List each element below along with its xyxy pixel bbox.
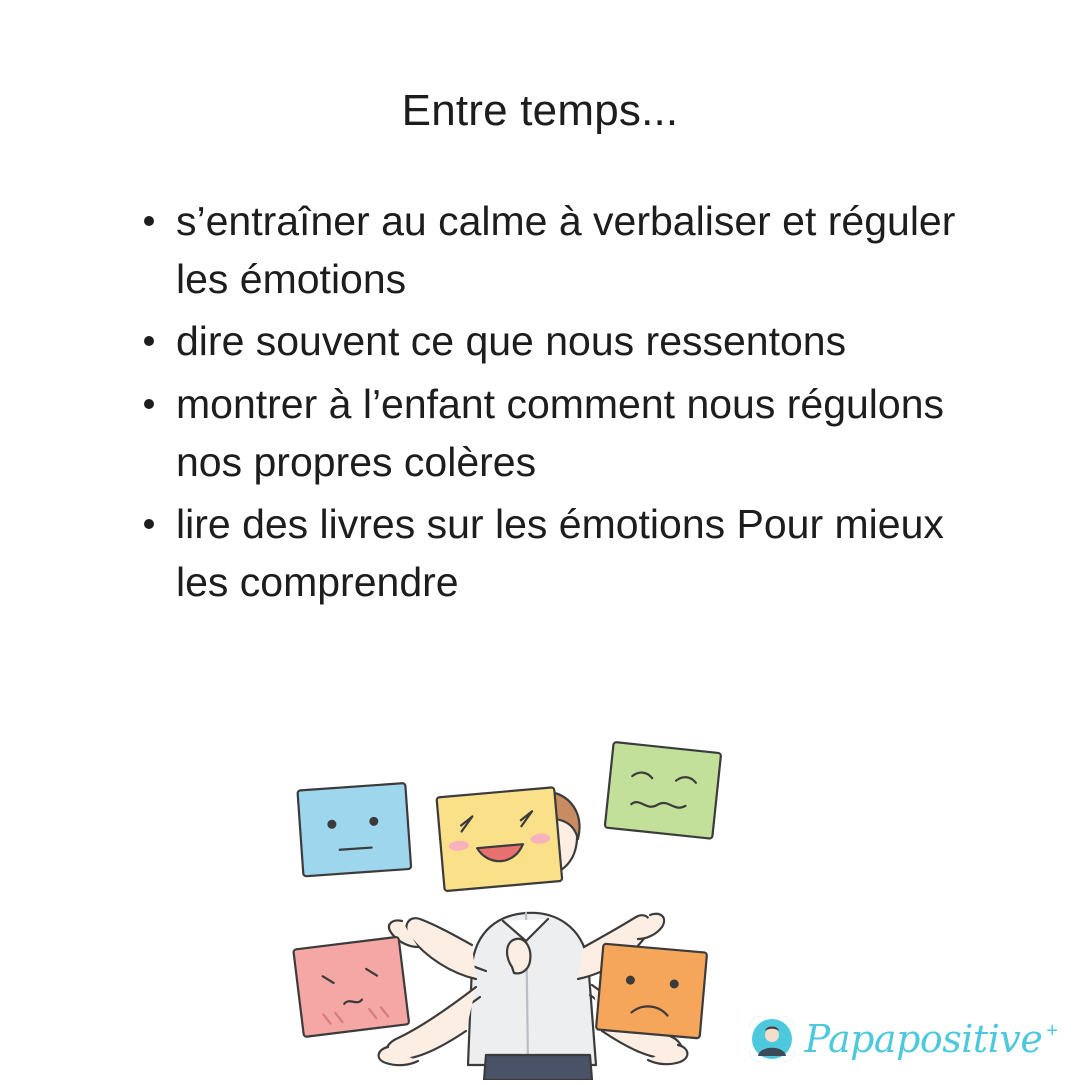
brand-name: Papapositive bbox=[804, 1017, 1043, 1061]
avatar bbox=[749, 1016, 795, 1062]
list-item: s’entraîner au calme à verbaliser et réguler les émotions bbox=[140, 192, 990, 308]
brand-plus: + bbox=[1046, 1020, 1058, 1042]
page-title: Entre temps... bbox=[401, 86, 679, 135]
brand-logo bbox=[749, 1016, 1058, 1062]
bullet-list bbox=[0, 192, 1080, 612]
list-item: dire souvent ce que nous ressentons bbox=[140, 312, 990, 370]
list-item: montrer à l’enfant comment nous régulons nos propres colères bbox=[140, 375, 990, 491]
list-item: lire des livres sur les émotions Pour mieux les comprendre bbox=[140, 495, 990, 611]
emotion-cards-illustration bbox=[290, 735, 760, 1080]
